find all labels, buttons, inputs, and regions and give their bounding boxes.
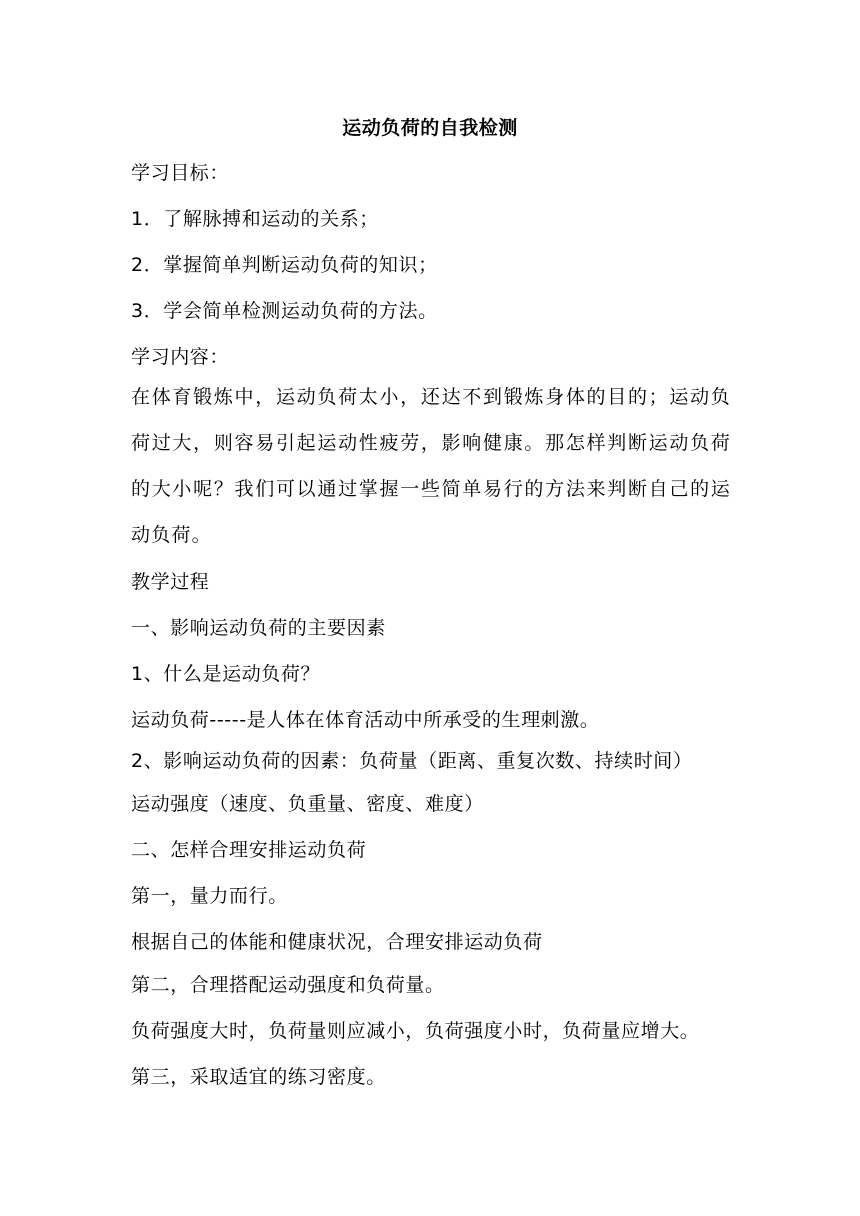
point-first: 第一，量力而行。 bbox=[131, 885, 288, 907]
goal-item-1: 1．了解脉搏和运动的关系； bbox=[131, 208, 379, 230]
goal-item-2: 2．掌握简单判断运动负荷的知识； bbox=[131, 254, 438, 276]
section-heading-learning-content: 学习内容： bbox=[131, 346, 230, 368]
point-second-detail: 负荷强度大时，负荷量则应减小，负荷强度小时，负荷量应增大。 bbox=[131, 1020, 700, 1042]
point-first-detail: 根据自己的体能和健康状况，合理安排运动负荷 bbox=[131, 931, 543, 953]
goal-item-3: 3．学会简单检测运动负荷的方法。 bbox=[131, 300, 438, 322]
subheading-what-is-load: 1、什么是运动负荷？ bbox=[131, 663, 321, 685]
section-heading-teaching-process: 教学过程 bbox=[131, 571, 210, 593]
factors-line: 2、影响运动负荷的因素：负荷量（距离、重复次数、持续时间） bbox=[131, 750, 693, 772]
definition-line: 运动负荷-----是人体在体育活动中所承受的生理刺激。 bbox=[131, 709, 600, 731]
point-third: 第三，采取适宜的练习密度。 bbox=[131, 1066, 386, 1088]
heading-main-factors: 一、影响运动负荷的主要因素 bbox=[131, 617, 386, 639]
document-title: 运动负荷的自我检测 bbox=[342, 117, 518, 139]
intensity-line: 运动强度（速度、负重量、密度、难度） bbox=[131, 793, 484, 815]
content-paragraph: 在体育锻炼中，运动负荷太小，还达不到锻炼身体的目的；运动负荷过大，则容易引起运动性疲劳，影响健康。那怎样判断运动负荷的大小呢？我们可以通过掌握一些简单易行的方法来判断自己的运动负荷。 bbox=[131, 386, 731, 546]
section-heading-learning-goals: 学习目标： bbox=[131, 162, 230, 184]
point-second: 第二，合理搭配运动强度和负荷量。 bbox=[131, 974, 445, 996]
heading-arrangement: 二、怎样合理安排运动负荷 bbox=[131, 839, 367, 861]
